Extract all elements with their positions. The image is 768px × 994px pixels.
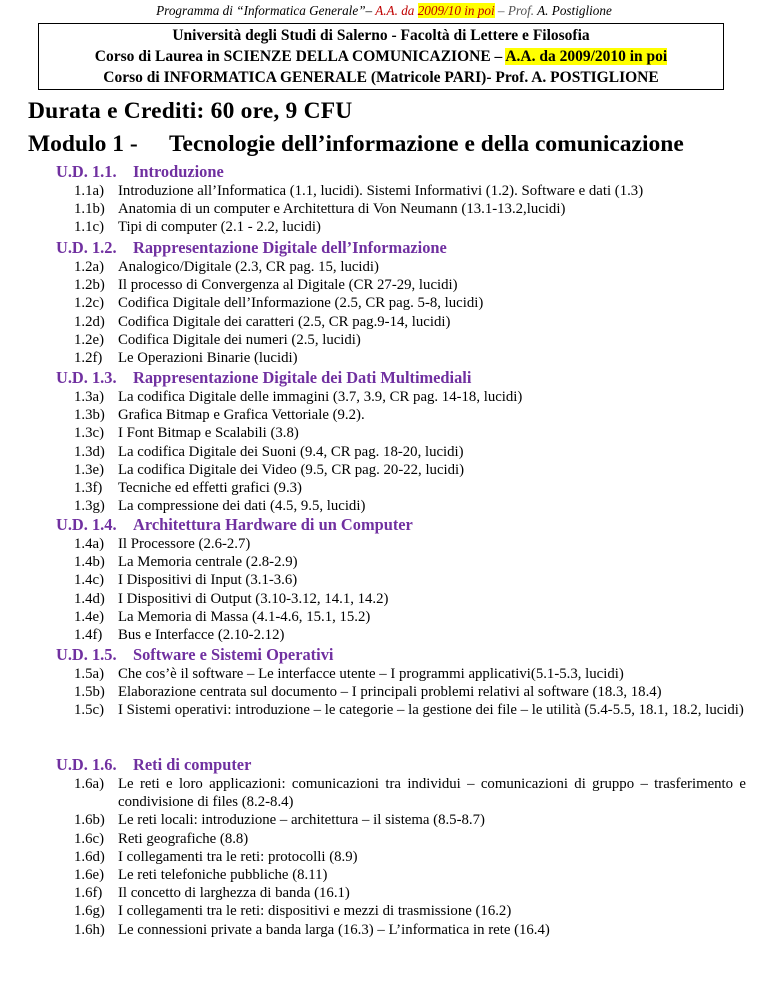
list-item	[56, 608, 746, 626]
item-code: 1.4b)	[74, 554, 105, 571]
unit-heading	[56, 162, 746, 182]
item-code: 1.4d)	[74, 590, 105, 607]
item-text: I collegamenti tra le reti: dispositivi e mezzi di trasmissione (16.2)	[118, 903, 512, 920]
item-code: 1.6c)	[74, 830, 104, 847]
item-text: Il Processore (2.6-2.7)	[118, 536, 251, 552]
list-item	[56, 665, 746, 683]
item-code: 1.5c)	[74, 702, 104, 719]
list-item	[56, 479, 746, 497]
list-item	[56, 571, 746, 589]
item-text: I Font Bitmap e Scalabili (3.8)	[118, 425, 299, 442]
item-text: La compressione dei dati (4.5, 9.5, lucidi)	[118, 498, 366, 515]
list-item	[56, 497, 746, 515]
item-code: 1.3f)	[74, 480, 103, 497]
list-item	[56, 902, 746, 920]
list-item	[56, 626, 746, 644]
item-text: Codifica Digitale dei caratteri (2.5, CR pag.9-14, lucidi)	[118, 313, 451, 330]
module-number: Modulo 1 -	[28, 131, 138, 157]
running-header-prof-prefix: – Prof.	[494, 3, 538, 18]
item-text: I collegamenti tra le reti: protocolli (8.9)	[118, 848, 358, 865]
list-item	[56, 258, 746, 276]
list-item	[56, 313, 746, 331]
item-code: 1.6d)	[74, 848, 105, 865]
module-title: Tecnologie dell’informazione e della comunicazione	[169, 131, 684, 157]
running-header	[0, 3, 768, 19]
item-text: Reti geografiche (8.8)	[118, 830, 249, 847]
item-text: Introduzione all’Informatica (1.1, lucidi). Sistemi Informativi (1.2). Software e dati (1.3)	[118, 183, 644, 199]
list-item	[56, 590, 746, 608]
list-item	[56, 424, 746, 442]
unit-code: U.D. 1.6.	[56, 755, 117, 774]
unit-code: U.D. 1.1.	[56, 162, 117, 181]
unit-heading	[56, 368, 746, 388]
item-text: Il concetto di larghezza di banda (16.1)	[118, 885, 350, 902]
list-item	[56, 884, 746, 902]
unit-section	[56, 515, 746, 644]
item-text: La codifica Digitale dei Suoni (9.4, CR pag. 18-20, lucidi)	[118, 443, 464, 460]
header-year-highlight: A.A. da 2009/2010 in poi	[505, 48, 668, 65]
list-item	[56, 443, 746, 461]
running-header-year-highlight: 2009/10 in poi	[417, 3, 495, 18]
item-code: 1.1c)	[74, 219, 104, 236]
unit-title: Rappresentazione Digitale dell’Informazione	[133, 238, 447, 257]
item-code: 1.2e)	[74, 331, 104, 348]
course-header-box	[38, 23, 724, 90]
unit-section	[56, 645, 746, 720]
unit-title: Rappresentazione Digitale dei Dati Multimediali	[133, 368, 472, 387]
item-code: 1.3e)	[74, 461, 104, 478]
list-item	[56, 461, 746, 479]
list-item	[56, 683, 746, 701]
item-text: Codifica Digitale dell’Informazione (2.5, CR pag. 5-8, lucidi)	[118, 295, 484, 312]
item-text: Le reti e loro applicazioni: comunicazioni tra individui – comunicazioni di gruppo – trasferimento e condivisione di files (8.2-8.4)	[118, 776, 746, 811]
list-item	[56, 388, 746, 406]
list-item	[56, 921, 746, 939]
item-code: 1.2c)	[74, 295, 104, 312]
header-degree-prefix: Corso di Laurea in SCIENZE DELLA COMUNICAZIONE –	[94, 48, 506, 65]
list-item	[56, 218, 746, 236]
item-code: 1.6a)	[74, 776, 104, 792]
item-code: 1.3b)	[74, 407, 105, 424]
item-text: I Dispositivi di Input (3.1-3.6)	[118, 572, 298, 589]
item-text: Grafica Bitmap e Grafica Vettoriale (9.2).	[118, 407, 365, 424]
item-code: 1.2f)	[74, 350, 103, 367]
item-code: 1.1b)	[74, 201, 105, 218]
running-header-prefix: Programma di “Informatica Generale”–	[156, 3, 376, 18]
item-text: Analogico/Digitale (2.3, CR pag. 15, lucidi)	[118, 259, 379, 275]
list-item	[56, 830, 746, 848]
item-code: 1.5a)	[74, 666, 104, 682]
item-text: Tipi di computer (2.1 - 2.2, lucidi)	[118, 219, 321, 236]
item-code: 1.4f)	[74, 627, 103, 644]
unit-section	[56, 238, 746, 367]
item-text: Elaborazione centrata sul documento – I principali problemi relativi al software (18.3, 18.4)	[118, 684, 662, 701]
item-text: Anatomia di un computer e Architettura di Von Neumann (13.1-13.2,lucidi)	[118, 201, 566, 218]
list-item	[56, 701, 746, 719]
unit-heading	[56, 515, 746, 535]
unit-code: U.D. 1.3.	[56, 368, 117, 387]
item-code: 1.3a)	[74, 389, 104, 405]
unit-heading	[56, 238, 746, 258]
list-item	[56, 535, 746, 553]
unit-title: Introduzione	[133, 162, 224, 181]
list-item	[56, 331, 746, 349]
item-text: I Sistemi operativi: introduzione – le categorie – la gestione dei file – le utilità (5.4-5.5, 18.1, 18.2, lucidi)	[118, 702, 744, 719]
item-text: Le connessioni private a banda larga (16.3) – L’informatica in rete (16.4)	[118, 921, 550, 938]
item-code: 1.6h)	[74, 921, 105, 938]
list-item	[56, 406, 746, 424]
running-header-year-prefix: A.A. da	[375, 3, 418, 18]
list-item	[56, 866, 746, 884]
list-item	[56, 294, 746, 312]
unit-section	[56, 162, 746, 237]
item-text: Le reti telefoniche pubbliche (8.11)	[118, 867, 328, 884]
running-header-prof-name: A. Postiglione	[537, 3, 612, 18]
item-code: 1.6f)	[74, 885, 103, 902]
item-code: 1.3c)	[74, 425, 104, 442]
list-item	[56, 182, 746, 200]
item-text: Che cos’è il software – Le interfacce utente – I programmi applicativi(5.1-5.3, lucidi)	[118, 666, 624, 682]
list-item	[56, 848, 746, 866]
item-text: Bus e Interfacce (2.10-2.12)	[118, 627, 285, 644]
item-code: 1.6g)	[74, 903, 105, 920]
duration-heading: Durata e Crediti: 60 ore, 9 CFU	[28, 98, 353, 124]
item-code: 1.3d)	[74, 443, 105, 460]
list-item	[56, 553, 746, 571]
item-code: 1.2d)	[74, 313, 105, 330]
item-text: La Memoria centrale (2.8-2.9)	[118, 554, 298, 571]
unit-code: U.D. 1.2.	[56, 238, 117, 257]
unit-code: U.D. 1.5.	[56, 645, 117, 664]
item-text: La codifica Digitale delle immagini (3.7, 3.9, CR pag. 14-18, lucidi)	[118, 389, 523, 405]
item-code: 1.6b)	[74, 812, 105, 829]
unit-code: U.D. 1.4.	[56, 515, 117, 534]
unit-section	[56, 755, 746, 939]
item-text: Il processo di Convergenza al Digitale (CR 27-29, lucidi)	[118, 277, 458, 294]
unit-title: Software e Sistemi Operativi	[133, 645, 334, 664]
list-item	[56, 200, 746, 218]
header-university-line: Università degli Studi di Salerno - Facoltà di Lettere e Filosofia	[172, 27, 590, 44]
header-degree-line	[39, 46, 723, 67]
item-code: 1.2b)	[74, 277, 105, 294]
item-code: 1.3g)	[74, 498, 105, 515]
unit-section	[56, 368, 746, 515]
list-item	[56, 276, 746, 294]
item-text: Tecniche ed effetti grafici (9.3)	[118, 480, 302, 497]
item-code: 1.4a)	[74, 536, 104, 552]
list-item	[56, 349, 746, 367]
item-code: 1.6e)	[74, 867, 104, 884]
item-code: 1.1a)	[74, 183, 104, 199]
unit-heading	[56, 645, 746, 665]
item-text: Codifica Digitale dei numeri (2.5, lucidi)	[118, 331, 361, 348]
header-course-line: Corso di INFORMATICA GENERALE (Matricole PARI)- Prof. A. POSTIGLIONE	[103, 69, 659, 86]
item-text: I Dispositivi di Output (3.10-3.12, 14.1, 14.2)	[118, 590, 389, 607]
item-code: 1.4e)	[74, 608, 104, 625]
item-text: Le reti locali: introduzione – architettura – il sistema (8.5-8.7)	[118, 812, 485, 829]
item-text: La codifica Digitale dei Video (9.5, CR pag. 20-22, lucidi)	[118, 461, 465, 478]
list-item	[56, 775, 746, 811]
item-code: 1.5b)	[74, 684, 105, 701]
item-text: Le Operazioni Binarie (lucidi)	[118, 350, 298, 367]
module-heading	[28, 131, 684, 158]
unit-title: Architettura Hardware di un Computer	[133, 515, 413, 534]
item-text: La Memoria di Massa (4.1-4.6, 15.1, 15.2)	[118, 608, 371, 625]
unit-title: Reti di computer	[133, 755, 252, 774]
item-code: 1.4c)	[74, 572, 104, 589]
item-code: 1.2a)	[74, 259, 104, 275]
unit-heading	[56, 755, 746, 775]
list-item	[56, 811, 746, 829]
